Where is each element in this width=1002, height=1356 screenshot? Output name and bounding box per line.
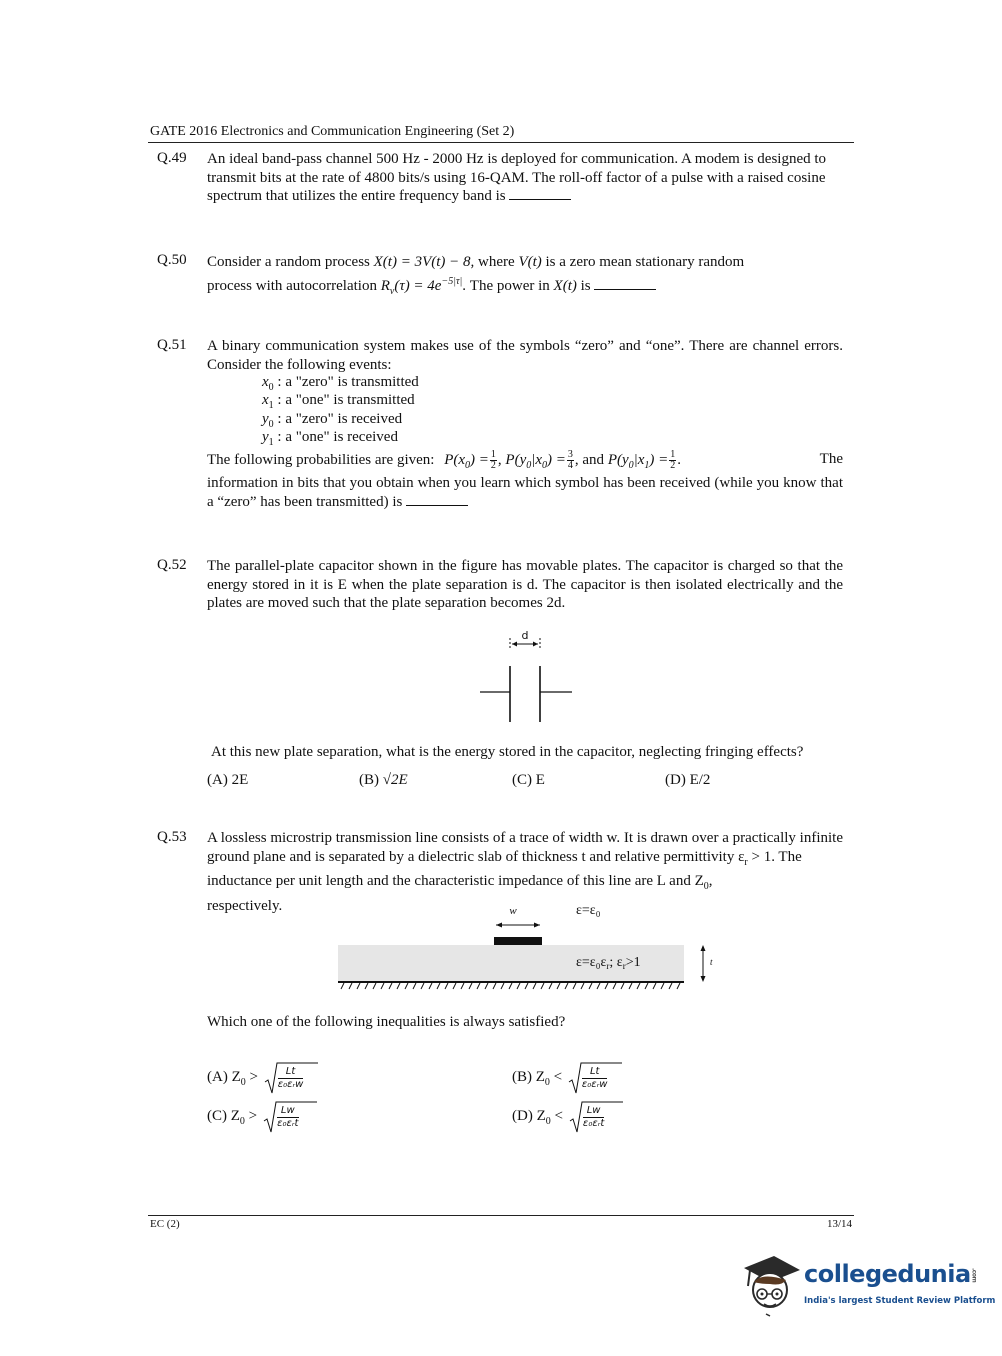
ground-hatch-mark (405, 983, 408, 989)
ground-hatch-mark (573, 983, 576, 989)
q53-option-b: (B) $Z_0$ < Lt ε₀εᵣw (512, 1062, 622, 1094)
ground-hatch-mark (653, 983, 656, 989)
footer-left: EC (2) (150, 1218, 180, 1230)
ground-hatch-mark (581, 983, 584, 989)
q50-l1a: Consider a random process (207, 254, 370, 270)
fig-air-label: ε=ε₀ (576, 903, 601, 918)
ground-hatch-mark (565, 983, 568, 989)
q51-intro: A binary communication system makes use of the symbols “zero” and “one”. There are channel errors. Consider the following events: (207, 338, 843, 373)
q52-number: Q.52 (157, 557, 187, 573)
q52-question: At this new plate separation, what is the energy stored in the capacitor, neglecting fringing effects? (211, 744, 804, 760)
q52-option-b: (B) √2E (359, 772, 408, 788)
q51-event-x0: $x_0$ : a "zero" is transmitted (262, 374, 419, 393)
footer-rule (148, 1215, 854, 1216)
ground-hatch-mark (613, 983, 616, 989)
fig-t-label: t (710, 957, 713, 967)
q51-event-y1: $y_1$ : a "one" is received (262, 429, 398, 448)
ground-hatch-mark (485, 983, 488, 989)
ground-hatch-mark (389, 983, 392, 989)
q52-option-c: (C) E (512, 772, 545, 788)
q50-l1c: is a zero mean stationary random (545, 254, 745, 270)
q51-given-line: The following probabilities are given: $P(x_0)$ = $\frac{1}{2}$ , $P(y_0|x_0)$ = $\frac{3}{4}$ , and $P(y_0|x_1)$ = $\frac{1}{2}$ . The (207, 449, 843, 471)
ground-hatch-mark (637, 983, 640, 989)
ground-hatch-mark (549, 983, 552, 989)
ground-hatch-mark (437, 983, 440, 989)
q50-exp: −5|τ| (441, 276, 463, 287)
q52-text: The parallel-plate capacitor shown in the figure has movable plates. The capacitor is charged so that the energy stored in it is E when the plate separation is d. The capacitor is then isolated electrically and the plates are moved such that the plate separation becomes 2d. (207, 558, 843, 611)
ground-hatch-mark (421, 983, 424, 989)
q50-text (207, 252, 843, 302)
ground-hatch-mark (557, 983, 560, 989)
ground-hatch-mark (517, 983, 520, 989)
q51-event-x1: $x_1$ : a "one" is transmitted (262, 392, 415, 411)
ground-hatch-mark (445, 983, 448, 989)
q51-frac3: $\frac{1}{2}$ (670, 449, 676, 471)
fig-w-label: w (509, 905, 517, 917)
q49-answer-blank (509, 187, 571, 200)
microstrip-figure (330, 898, 730, 990)
ground-hatch-mark (661, 983, 664, 989)
q53-question: Which one of the following inequalities is always satisfied? (207, 1014, 566, 1030)
ground-hatch-mark (365, 983, 368, 989)
footer-page-number: 13/14 (826, 1218, 852, 1230)
q50-number: Q.50 (157, 252, 187, 268)
q50-x: X(t) (553, 278, 577, 294)
ground-hatch-mark (397, 983, 400, 989)
ground-hatch-mark (373, 983, 376, 989)
q51-answer-blank (406, 493, 468, 506)
q50-answer-blank (594, 277, 656, 290)
q53-option-c: (C) $Z_0$ > Lw ε₀εᵣt (207, 1101, 317, 1133)
q50-r-expr: (τ) = 4e (394, 278, 442, 294)
q50-r-sub: v (389, 286, 395, 297)
ground-hatch-mark (493, 983, 496, 989)
q53-text: A lossless microstrip transmission line consists of a trace of width w. It is drawn over a practically infinite ground plane and is separated by a dielectric slab of thickness t and relative permittivity $\varepsilon_r > 1$. The inductance per unit length and the characteristic impedance of this line are L and $Z_0$, respectively. (207, 830, 843, 914)
q52-option-d: (D) E/2 (665, 772, 711, 788)
ground-hatch-mark (357, 983, 360, 989)
ground-hatch-mark (629, 983, 632, 989)
ground-hatch-mark (645, 983, 648, 989)
ground-hatch-mark (589, 983, 592, 989)
ground-hatch-mark (453, 983, 456, 989)
ground-hatch-mark (677, 983, 680, 989)
capacitor-d-label: d (521, 629, 529, 642)
q51-event-y0: $y_0$ : a "zero" is received (262, 411, 403, 430)
q51-frac1: $\frac{1}{2}$ (490, 449, 496, 471)
q49-number: Q.49 (157, 150, 187, 166)
q52-option-a: (A) 2E (207, 772, 249, 788)
q50-l2c: is (580, 278, 591, 294)
q50-l2b: . The power in (462, 278, 550, 294)
header-rule (148, 142, 854, 143)
q50-l1b: where (478, 254, 515, 270)
microstrip-trace (494, 937, 542, 945)
q53-option-d: (D) $Z_0$ < Lw ε₀εᵣt (512, 1101, 623, 1133)
ground-hatch-mark (413, 983, 416, 989)
q53-option-a: (A) $Z_0$ > Lt ε₀εᵣw (207, 1062, 318, 1094)
q51-frac2: $\frac{3}{4}$ (567, 449, 573, 471)
ground-hatch-mark (381, 983, 384, 989)
logo-wordmark: collegedunia.com (804, 1260, 978, 1288)
ground-hatch-mark (349, 983, 352, 989)
fig-dielectric-label: $\varepsilon=\varepsilon_0\varepsilon_r$; $\varepsilon_r>1$ (576, 955, 641, 971)
ground-hatch-mark (621, 983, 624, 989)
ground-hatch-mark (501, 983, 504, 989)
q51-number: Q.51 (157, 337, 187, 353)
collegedunia-logo[interactable] (740, 1250, 996, 1320)
ground-hatch-mark (533, 983, 536, 989)
ground-hatch-mark (597, 983, 600, 989)
ground-hatch-mark (509, 983, 512, 989)
ground-hatch-mark (669, 983, 672, 989)
q51-rest: information in bits that you obtain when you learn which symbol has been received (while you know that a “zero” has been transmitted) is (207, 475, 843, 510)
q53-number: Q.53 (157, 829, 187, 845)
ground-hatch-mark (477, 983, 480, 989)
ground-hatch-mark (605, 983, 608, 989)
ground-hatch-mark (469, 983, 472, 989)
q50-r: R (380, 278, 390, 294)
page-header-title: GATE 2016 Electronics and Communication Engineering (Set 2) (150, 124, 515, 139)
q50-v: V(t) (518, 254, 542, 270)
q49-text (207, 150, 843, 206)
ground-hatch-mark (461, 983, 464, 989)
ground-hatch-mark (541, 983, 544, 989)
ground-hatch-mark (525, 983, 528, 989)
q50-l2a: process with autocorrelation (207, 278, 377, 294)
ground-hatch-mark (341, 983, 344, 989)
ground-hatch-mark (429, 983, 432, 989)
capacitor-figure (470, 626, 580, 726)
mascot-icon (740, 1252, 802, 1318)
logo-tagline: India's largest Student Review Platform (804, 1296, 996, 1306)
q50-expr: X(t) = 3V(t) − 8, (373, 254, 475, 270)
q49-body: An ideal band-pass channel 500 Hz - 2000 Hz is deployed for communication. A modem is designed to transmit bits at the rate of 4800 bits/s using 16-QAM. The roll-off factor of a pulse with a raised cosine spectrum that utilizes the entire frequency band is (207, 151, 827, 204)
